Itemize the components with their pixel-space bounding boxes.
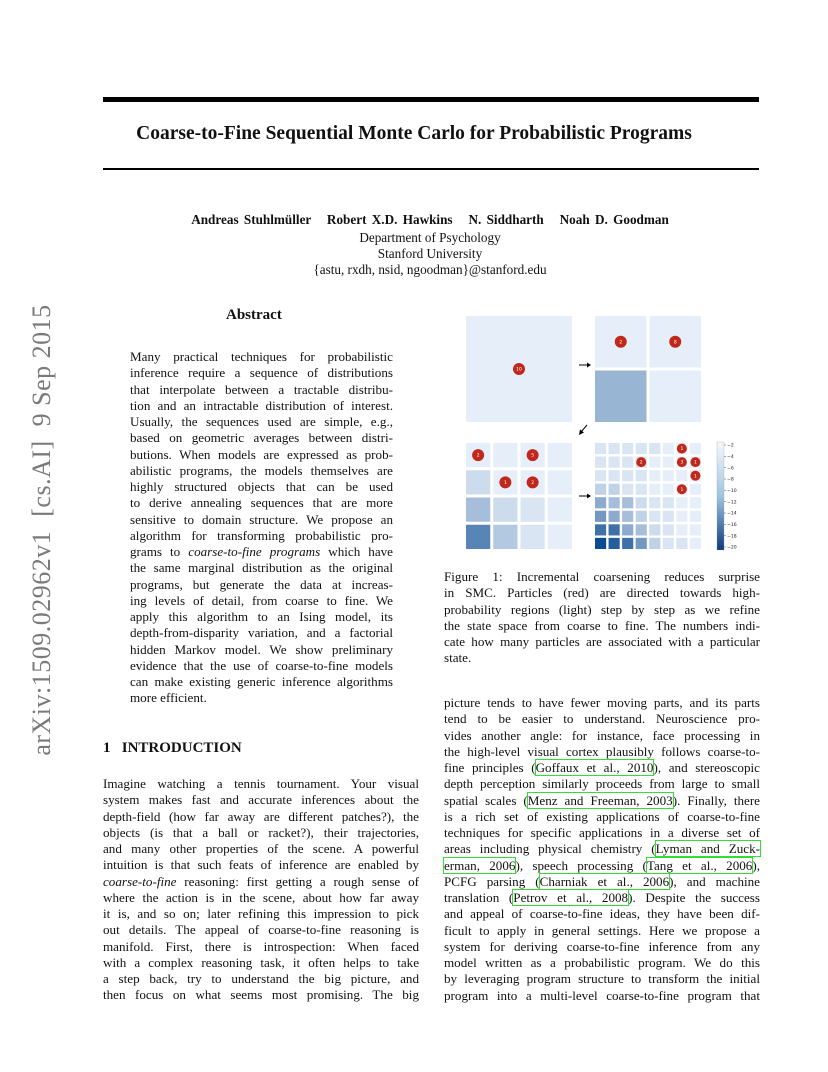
- grid-cell: [609, 538, 620, 549]
- intro-left-column: [103, 776, 419, 1004]
- grid-cell: [676, 511, 687, 522]
- grid-cell: [663, 457, 674, 468]
- grid-cell: [663, 538, 674, 549]
- text-line: tion and an intractable distribution of interest.: [130, 397, 393, 413]
- colorbar-tick-label: −18: [727, 534, 737, 540]
- text-line: ficult to apply in general settings. Here we propose a: [444, 922, 760, 938]
- text-line: it is, and so on; later refining this impression to pick: [103, 906, 419, 921]
- grid-cell: [676, 470, 687, 481]
- colorbar-tick-label: −2: [727, 443, 734, 449]
- grid-cell: [636, 484, 647, 495]
- grid-cell: [690, 484, 701, 495]
- grid-cell: [622, 538, 633, 549]
- grid-cell: [690, 443, 701, 454]
- text-line: the high-level visual cortex plausibly follows coarse-to-: [444, 743, 760, 759]
- grid-cell: [649, 443, 660, 454]
- grid-panel-level-4: [595, 443, 701, 549]
- grid-cell: [622, 443, 633, 454]
- colorbar-tick-label: −10: [727, 488, 737, 494]
- text-line: PCFG parsing (Charniak et al., 2006), and machine: [444, 873, 760, 889]
- grid-cell: [622, 457, 633, 468]
- grid-cell: [663, 470, 674, 481]
- citation-link[interactable]: Petrov et al., 2008: [513, 890, 629, 905]
- grid-cell: [595, 538, 606, 549]
- particle-count: 1: [693, 474, 697, 480]
- text-line: apply this algorithm to an Ising model, its: [130, 609, 393, 624]
- citation-link[interactable]: Lyman and Zuck-: [655, 841, 760, 857]
- text-line: spatial scales (Menz and Freeman, 2003). Finally, there: [444, 792, 760, 808]
- text-line: intuition is that such feats of inference are enabled by: [103, 857, 419, 873]
- text-line: program into a multi-level coarse-to-fine program that: [444, 987, 760, 1003]
- text-line: Usually, the sequences used are simple, e.g.,: [130, 414, 393, 429]
- colorbar-tick-label: −12: [727, 500, 737, 506]
- text-line: algorithm for transforming probabilistic pro-: [130, 527, 393, 543]
- text-line: techniques for specific applications in a diverse set of: [444, 825, 760, 840]
- affiliation-university: Stanford University: [377, 246, 483, 261]
- grid-cell: [649, 457, 660, 468]
- text-line: coarse-to-fine reasoning: first getting a rough sense of: [103, 873, 419, 889]
- grid-cell: [636, 538, 647, 549]
- grid-cell: [690, 497, 701, 508]
- grid-cell: [636, 497, 647, 508]
- arxiv-identifier: arXiv:1509.02962v1 [cs.AI] 9 Sep 2015: [27, 304, 56, 756]
- text-line: probability regions (light) step by step as we refine: [444, 601, 760, 617]
- grid-cell: [622, 484, 633, 495]
- text-line: model written as a probabilistic program. We do this: [444, 955, 760, 970]
- text-line: the state space from coarse to fine. The numbers indi-: [444, 617, 760, 633]
- grid-cell: [595, 511, 606, 522]
- grid-cell: [690, 511, 701, 522]
- title-rule-bottom: [103, 168, 759, 170]
- text-line: depth-from-disparity variation, and a factorial: [130, 625, 393, 641]
- grid-cell: [609, 511, 620, 522]
- grid-cell: [548, 443, 572, 467]
- grid-cell: [649, 497, 660, 508]
- text-line: the same marginal distribution as the original: [130, 560, 393, 576]
- grid-cell: [609, 484, 620, 495]
- grid-cell: [548, 525, 572, 549]
- text-line: inference require a sequence of distributions: [130, 365, 393, 381]
- text-line: evidence that the use of coarse-to-fine models: [130, 657, 393, 673]
- text-line: with a complex reasoning task, it often helps to take: [103, 954, 419, 970]
- grid-cell: [493, 525, 517, 549]
- grid-cell: [636, 470, 647, 481]
- colorbar-tick-label: −14: [727, 511, 737, 517]
- particle-count: 1: [680, 487, 684, 493]
- arrow-right-icon: [579, 363, 591, 368]
- grid-cell: [649, 484, 660, 495]
- grid-cell: [622, 470, 633, 481]
- grid-cell: [548, 498, 572, 522]
- particle-count: 8: [673, 340, 677, 346]
- section-heading: 1 INTRODUCTION: [103, 740, 242, 756]
- particle-count: 2: [531, 480, 535, 486]
- text-line: depth-field (how far away are different patches?), the: [103, 808, 419, 824]
- author-list: Andreas Stuhlmüller Robert X.D. Hawkins N. Siddharth Noah D. Goodman: [191, 212, 669, 227]
- grid-cell: [649, 538, 660, 549]
- arrow-right-icon: [579, 494, 591, 499]
- author-emails: {astu, rxdh, nsid, ngoodman}@stanford.edu: [313, 262, 547, 277]
- grid-cell: [663, 497, 674, 508]
- text-line: grams to coarse-to-fine programs which have: [130, 544, 393, 559]
- affiliation-department: Department of Psychology: [359, 230, 501, 245]
- grid-cell: [636, 443, 647, 454]
- text-line: where the action is in the scene, about how far away: [103, 889, 419, 905]
- particle-count: 1: [680, 447, 684, 453]
- grid-cell: [650, 371, 702, 423]
- text-line: manifold. First, there is introspection: When faced: [103, 938, 419, 954]
- particle-count: 2: [639, 460, 643, 466]
- grid-cell: [595, 470, 606, 481]
- arrow-down-left-icon: [579, 425, 587, 435]
- text-line: is a rich set of existing applications of coarse-to-fine: [444, 808, 760, 824]
- text-line: ing levels of detail, from coarse to fine. We: [130, 592, 393, 608]
- grid-cell: [521, 525, 545, 549]
- text-line: areas including physical chemistry (Lyman and Zuck-: [444, 841, 760, 857]
- text-line: that interpolate between a tractable distribu-: [130, 381, 393, 397]
- grid-cell: [690, 538, 701, 549]
- grid-cell: [663, 443, 674, 454]
- grid-cell: [493, 443, 517, 467]
- grid-cell: [609, 524, 620, 535]
- grid-cell: [595, 371, 647, 423]
- grid-cell: [595, 524, 606, 535]
- grid-cell: [466, 525, 490, 549]
- grid-cell: [663, 511, 674, 522]
- grid-cell: [649, 511, 660, 522]
- text-line: translation (Petrov et al., 2008). Despite the success: [444, 890, 760, 905]
- grid-cell: [663, 524, 674, 535]
- text-line: state.: [444, 650, 472, 666]
- title-rule-top: [103, 97, 759, 102]
- grid-cell: [493, 498, 517, 522]
- particle-count: 2: [619, 340, 623, 346]
- colorbar-tick-label: −16: [727, 522, 737, 528]
- particle-count: 3: [680, 460, 684, 466]
- grid-cell: [676, 497, 687, 508]
- colorbar-tick-label: −20: [727, 545, 737, 551]
- grid-cell: [609, 443, 620, 454]
- abstract-body: [130, 349, 393, 707]
- grid-panel-level-3: [466, 443, 572, 549]
- text-line: butions. When models are expressed as prob-: [130, 446, 393, 462]
- text-line: can make existing generic inference algorithms: [130, 674, 393, 689]
- text-line: system for deriving coarse-to-fine inference from any: [444, 938, 760, 954]
- grid-cell: [622, 524, 633, 535]
- particle-count: 5: [531, 453, 535, 459]
- grid-cell: [466, 470, 490, 494]
- colorbar-tick-label: −8: [727, 477, 734, 483]
- grid-cell: [636, 511, 647, 522]
- text-line: more efficient.: [130, 690, 207, 706]
- grid-cell: [609, 470, 620, 481]
- citation-link[interactable]: Tang et al., 2006: [646, 857, 753, 873]
- text-line: to derive annealing sequences that are more: [130, 495, 393, 511]
- colorbar-tick-label: −6: [727, 466, 734, 472]
- grid-panel-level-2: [595, 316, 701, 422]
- particle-count: 1: [693, 460, 697, 466]
- colorbar-tick-label: −4: [727, 454, 734, 460]
- colorbar: [717, 442, 737, 551]
- grid-cell: [636, 524, 647, 535]
- text-line: based on geometric averages between distri-: [130, 430, 393, 446]
- text-line: cate how many particles are associated with a particular: [444, 634, 760, 649]
- grid-cell: [649, 524, 660, 535]
- grid-cell: [595, 457, 606, 468]
- text-line: fine principles (Goffaux et al., 2010), and stereoscopic: [444, 760, 760, 775]
- text-line: Imagine watching a tennis tournament. Your visual: [103, 776, 419, 791]
- text-line: by leveraging program structure to transform the initial: [444, 971, 760, 987]
- grid-cell: [466, 498, 490, 522]
- text-line: and many other properties of the scene. A powerful: [103, 841, 419, 856]
- grid-cell: [595, 443, 606, 454]
- text-line: system makes fast and accurate inferences about the: [103, 792, 419, 808]
- grid-cell: [609, 457, 620, 468]
- text-line: in SMC. Particles (red) are directed towards high-: [444, 585, 760, 601]
- text-line: a step back, try to understand the big picture, and: [103, 971, 419, 986]
- figure-1-caption: [444, 569, 760, 667]
- grid-cell: [609, 497, 620, 508]
- text-line: objects (is that a ball or racket?), their trajectories,: [103, 824, 419, 840]
- text-line: vides another angle: for instance, face processing in: [444, 727, 760, 743]
- grid-cell: [548, 470, 572, 494]
- citation-link[interactable]: Goffaux et al., 2010: [535, 760, 654, 775]
- text-line: sensitive to domain structure. We propose an: [130, 511, 393, 527]
- text-line: hidden Markov model. We show preliminary: [130, 641, 393, 657]
- grid-cell: [595, 484, 606, 495]
- intro-right-column: [444, 695, 760, 1004]
- text-line: and appeal of coarse-to-fine ideas, they have been dif-: [444, 906, 760, 922]
- text-line: depth perception similarly proceeds from large to small: [444, 776, 760, 792]
- particle-count: 2: [476, 453, 480, 459]
- grid-cell: [595, 497, 606, 508]
- text-line: erman, 2006), speech processing (Tang et al., 2006),: [444, 857, 760, 873]
- grid-cell: [622, 497, 633, 508]
- citation-link[interactable]: erman, 2006: [444, 857, 516, 873]
- text-line: Many practical techniques for probabilistic: [130, 349, 393, 364]
- text-line: then focus on what seems most promising. The big: [103, 987, 419, 1003]
- text-line: Figure 1: Incremental coarsening reduces surprise: [444, 569, 760, 584]
- text-line: picture tends to have fewer moving parts, and its parts: [444, 695, 760, 710]
- grid-panel-level-1: [466, 316, 572, 422]
- grid-cell: [663, 484, 674, 495]
- paper-title: Coarse-to-Fine Sequential Monte Carlo for Probabilistic Programs: [136, 123, 692, 144]
- citation-link[interactable]: Charniak et al., 2006: [539, 873, 670, 889]
- particle-count: 10: [516, 367, 522, 373]
- grid-cell: [676, 524, 687, 535]
- text-line: abilistic programs, the models themselves are: [130, 462, 393, 478]
- grid-cell: [622, 511, 633, 522]
- citation-link[interactable]: Menz and Freeman, 2003: [527, 792, 673, 808]
- abstract-heading: Abstract: [226, 307, 282, 323]
- text-line: tend to be easier to understand. Neuroscience pro-: [444, 711, 760, 727]
- grid-cell: [690, 524, 701, 535]
- text-line: out details. The appeal of coarse-to-fine reasoning is: [103, 922, 419, 938]
- grid-cell: [649, 470, 660, 481]
- text-line: highly structured objects that can be used: [130, 479, 393, 494]
- grid-cell: [676, 538, 687, 549]
- text-line: programs, but generate the data at increas-: [130, 576, 393, 592]
- grid-cell: [521, 498, 545, 522]
- figure-1-particle-grids: [460, 310, 760, 555]
- colorbar-gradient: [717, 442, 724, 550]
- particle-count: 1: [503, 480, 507, 486]
